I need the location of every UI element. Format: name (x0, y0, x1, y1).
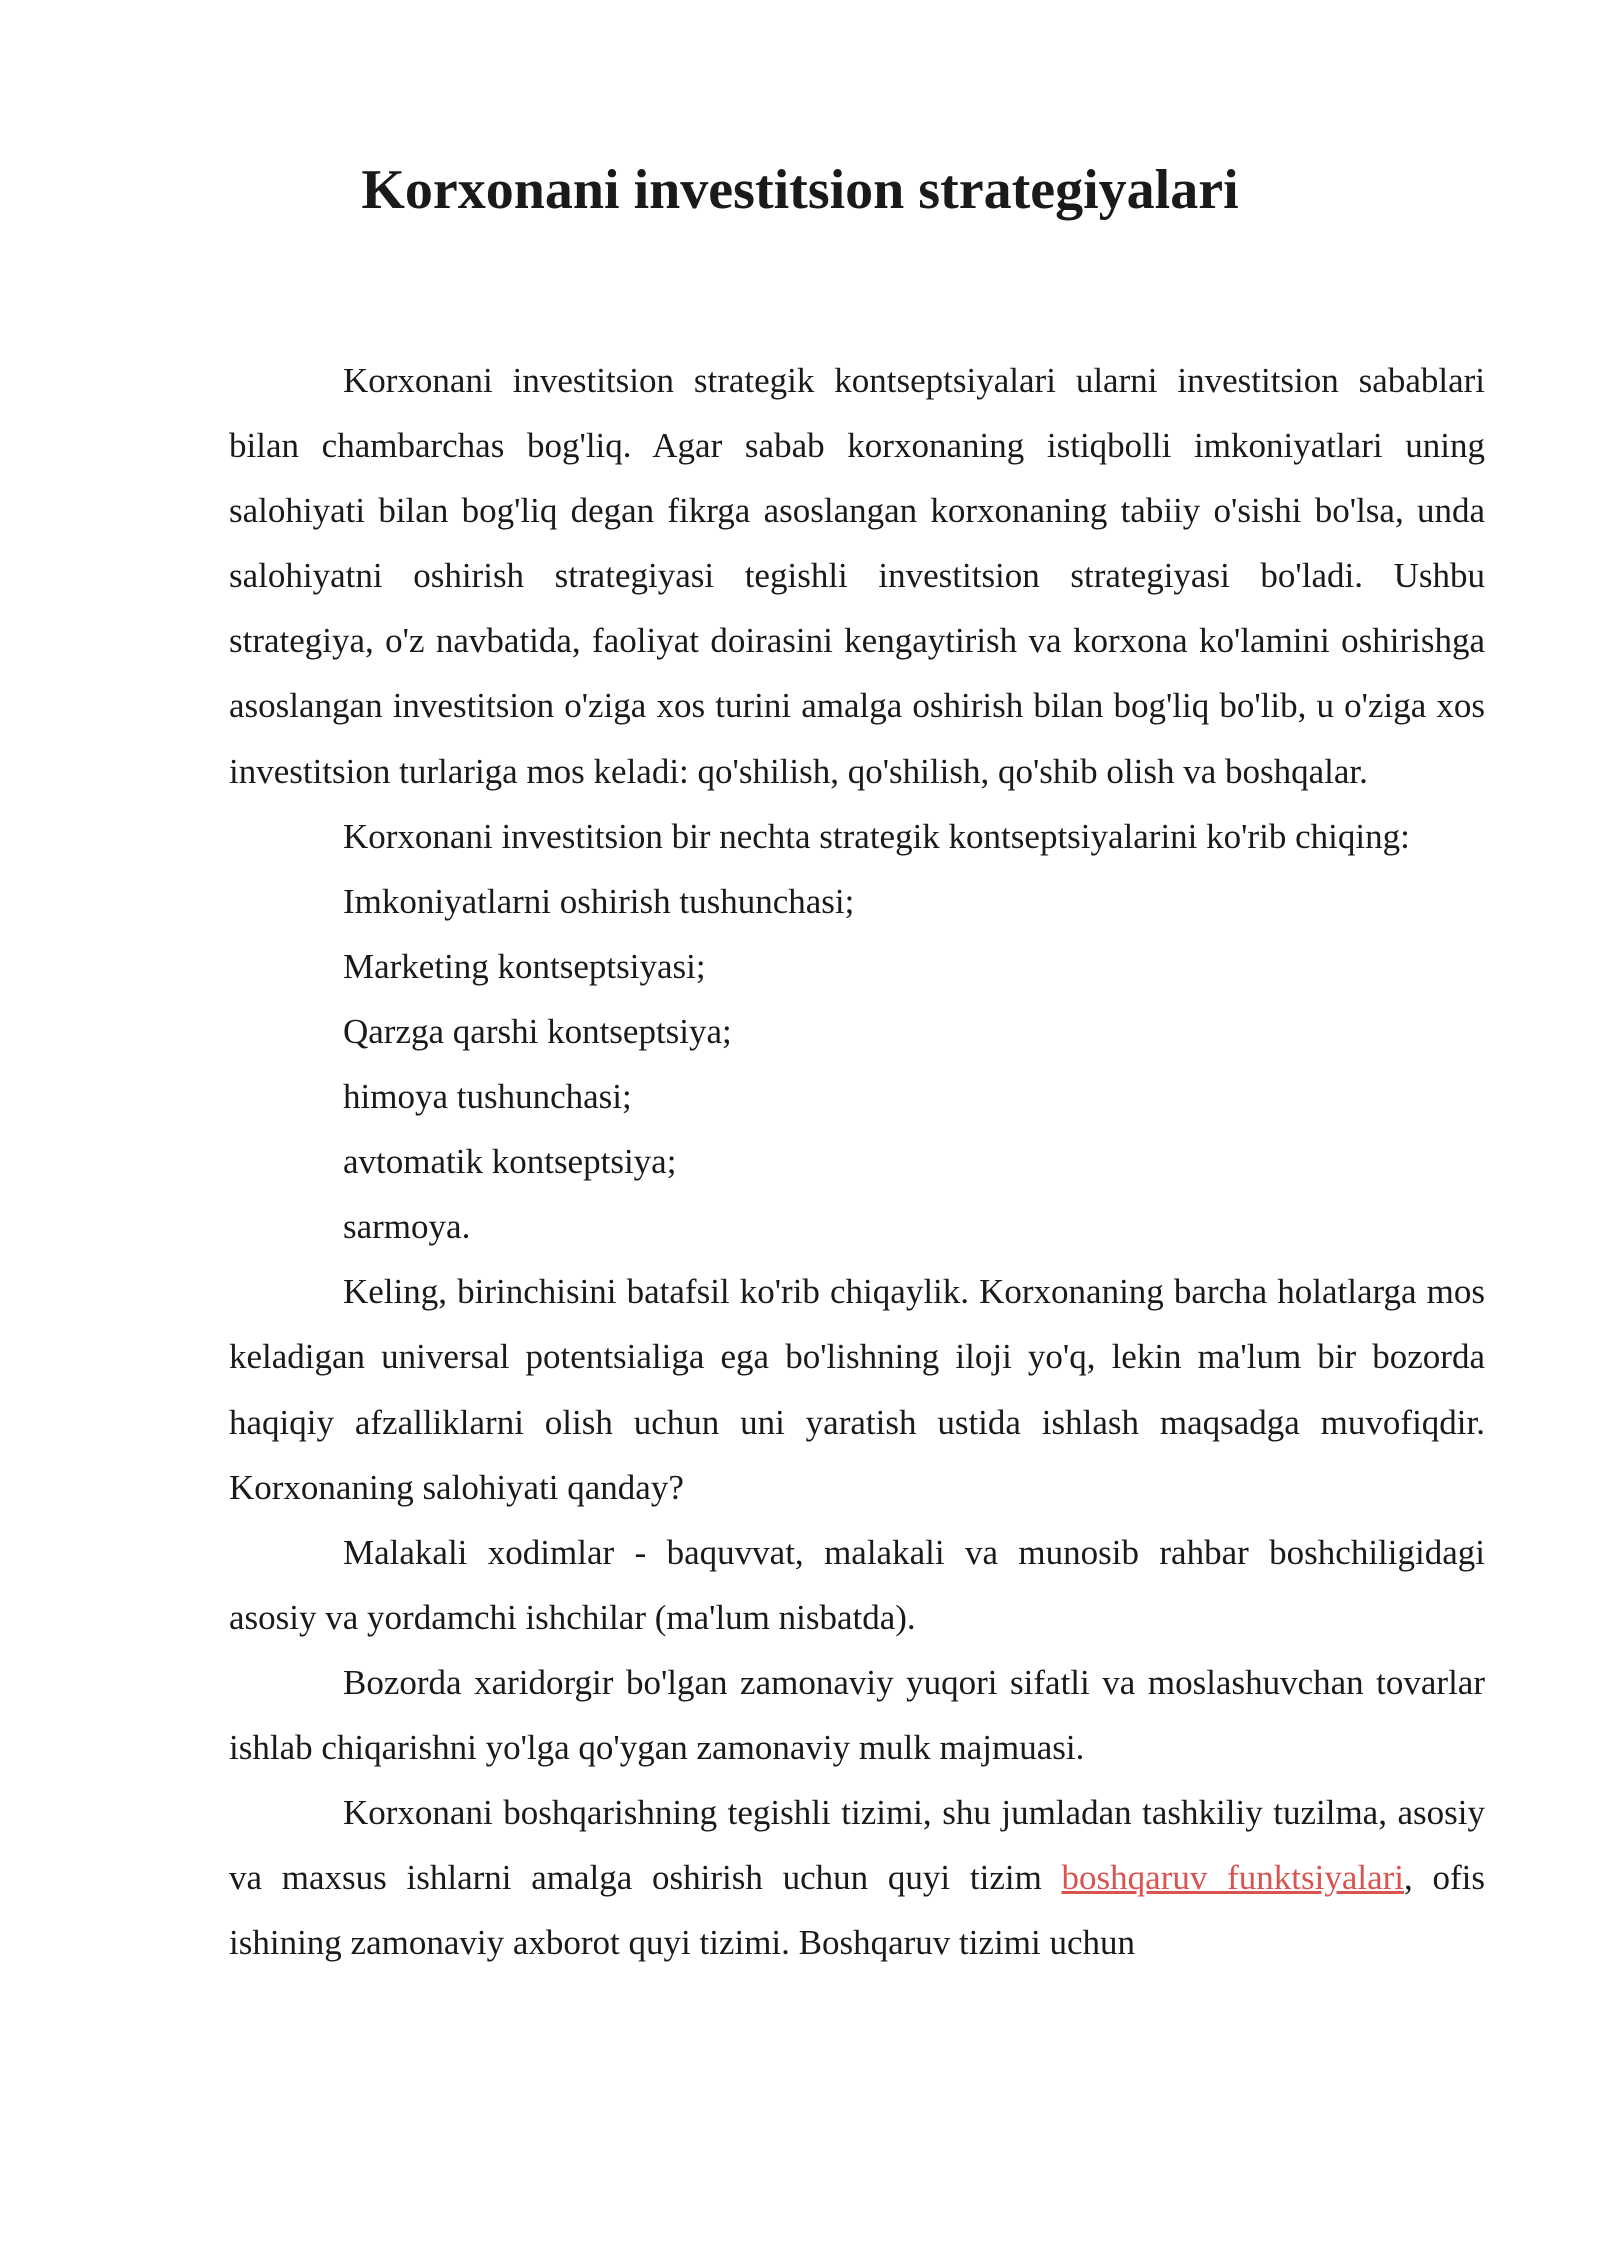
paragraph-management (229, 1780, 1485, 1975)
paragraph-property: Bozorda xaridorgir bo'lgan zamonaviy yuqori sifatli va moslashuvchan tovarlar ishlab chiqarishni yo'lga qo'ygan zamonaviy mulk majmuasi. (229, 1662, 1485, 1767)
management-text-end: , ofis ishining zamonaviy axborot quyi tizimi. Boshqaruv tizimi uchun (229, 1858, 1485, 1963)
list-item: Qarzga qarshi kontseptsiya; (343, 1011, 732, 1051)
list-item: Imkoniyatlarni oshirish tushunchasi; (343, 881, 855, 921)
paragraph-first-concept: Keling, birinchisini batafsil ko'rib chiqaylik. Korxonaning barcha holatlarga mos keladigan universal potentsialiga ega bo'lishning iloji yo'q, lekin ma'lum bir bozorda haqiqiy afzalliklarni olish uchun uni yaratish ustida ishlash maqsadga muvofiqdir. Korxonaning salohiyati qanday? (229, 1272, 1485, 1507)
management-functions-link[interactable]: boshqaruv funktsiyalari (1061, 1858, 1404, 1898)
list-item: sarmoya. (343, 1207, 471, 1247)
document-body (229, 348, 1485, 1975)
paragraph-staff: Malakali xodimlar - baquvvat, malakali va munosib rahbar boshchiligidagi asosiy va yordamchi ishchilar (ma'lum nisbatda). (229, 1532, 1485, 1637)
list-item: Marketing kontseptsiyasi; (343, 946, 706, 986)
list-item: avtomatik kontseptsiya; (343, 1142, 677, 1182)
management-text-start: Korxonani boshqarishning tegishli tizimi, shu jumladan tashkiliy tuzilma, asosiy va maxsus ishlarni amalga oshirish uchun quyi tizim (229, 1793, 1485, 1898)
paragraph-intro: Korxonani investitsion strategik kontseptsiyalari ularni investitsion sabablari bilan chambarchas bog'liq. Agar sabab korxonaning istiqbolli imkoniyatlari uning salohiyati bilan bog'liq degan fikrga asoslangan korxonaning tabiiy o'sishi bo'lsa, unda salohiyatni oshirish strategiyasi tegishli investitsion strategiyasi bo'ladi. Ushbu strategiya, o'z navbatida, faoliyat doirasini kengaytirish va korxona ko'lamini oshirishga asoslangan investitsion o'ziga xos turini amalga oshirish bilan bog'liq bo'lib, u o'ziga xos investitsion turlariga mos keladi: qo'shilish, qo'shilish, qo'shib olish va boshqalar. (229, 361, 1485, 791)
page-title: Korxonani investitsion strategiyalari (361, 159, 1239, 221)
paragraph-concepts-lead: Korxonani investitsion bir nechta strategik kontseptsiyalarini ko'rib chiqing: (343, 816, 1410, 856)
list-item: himoya tushunchasi; (343, 1077, 632, 1117)
